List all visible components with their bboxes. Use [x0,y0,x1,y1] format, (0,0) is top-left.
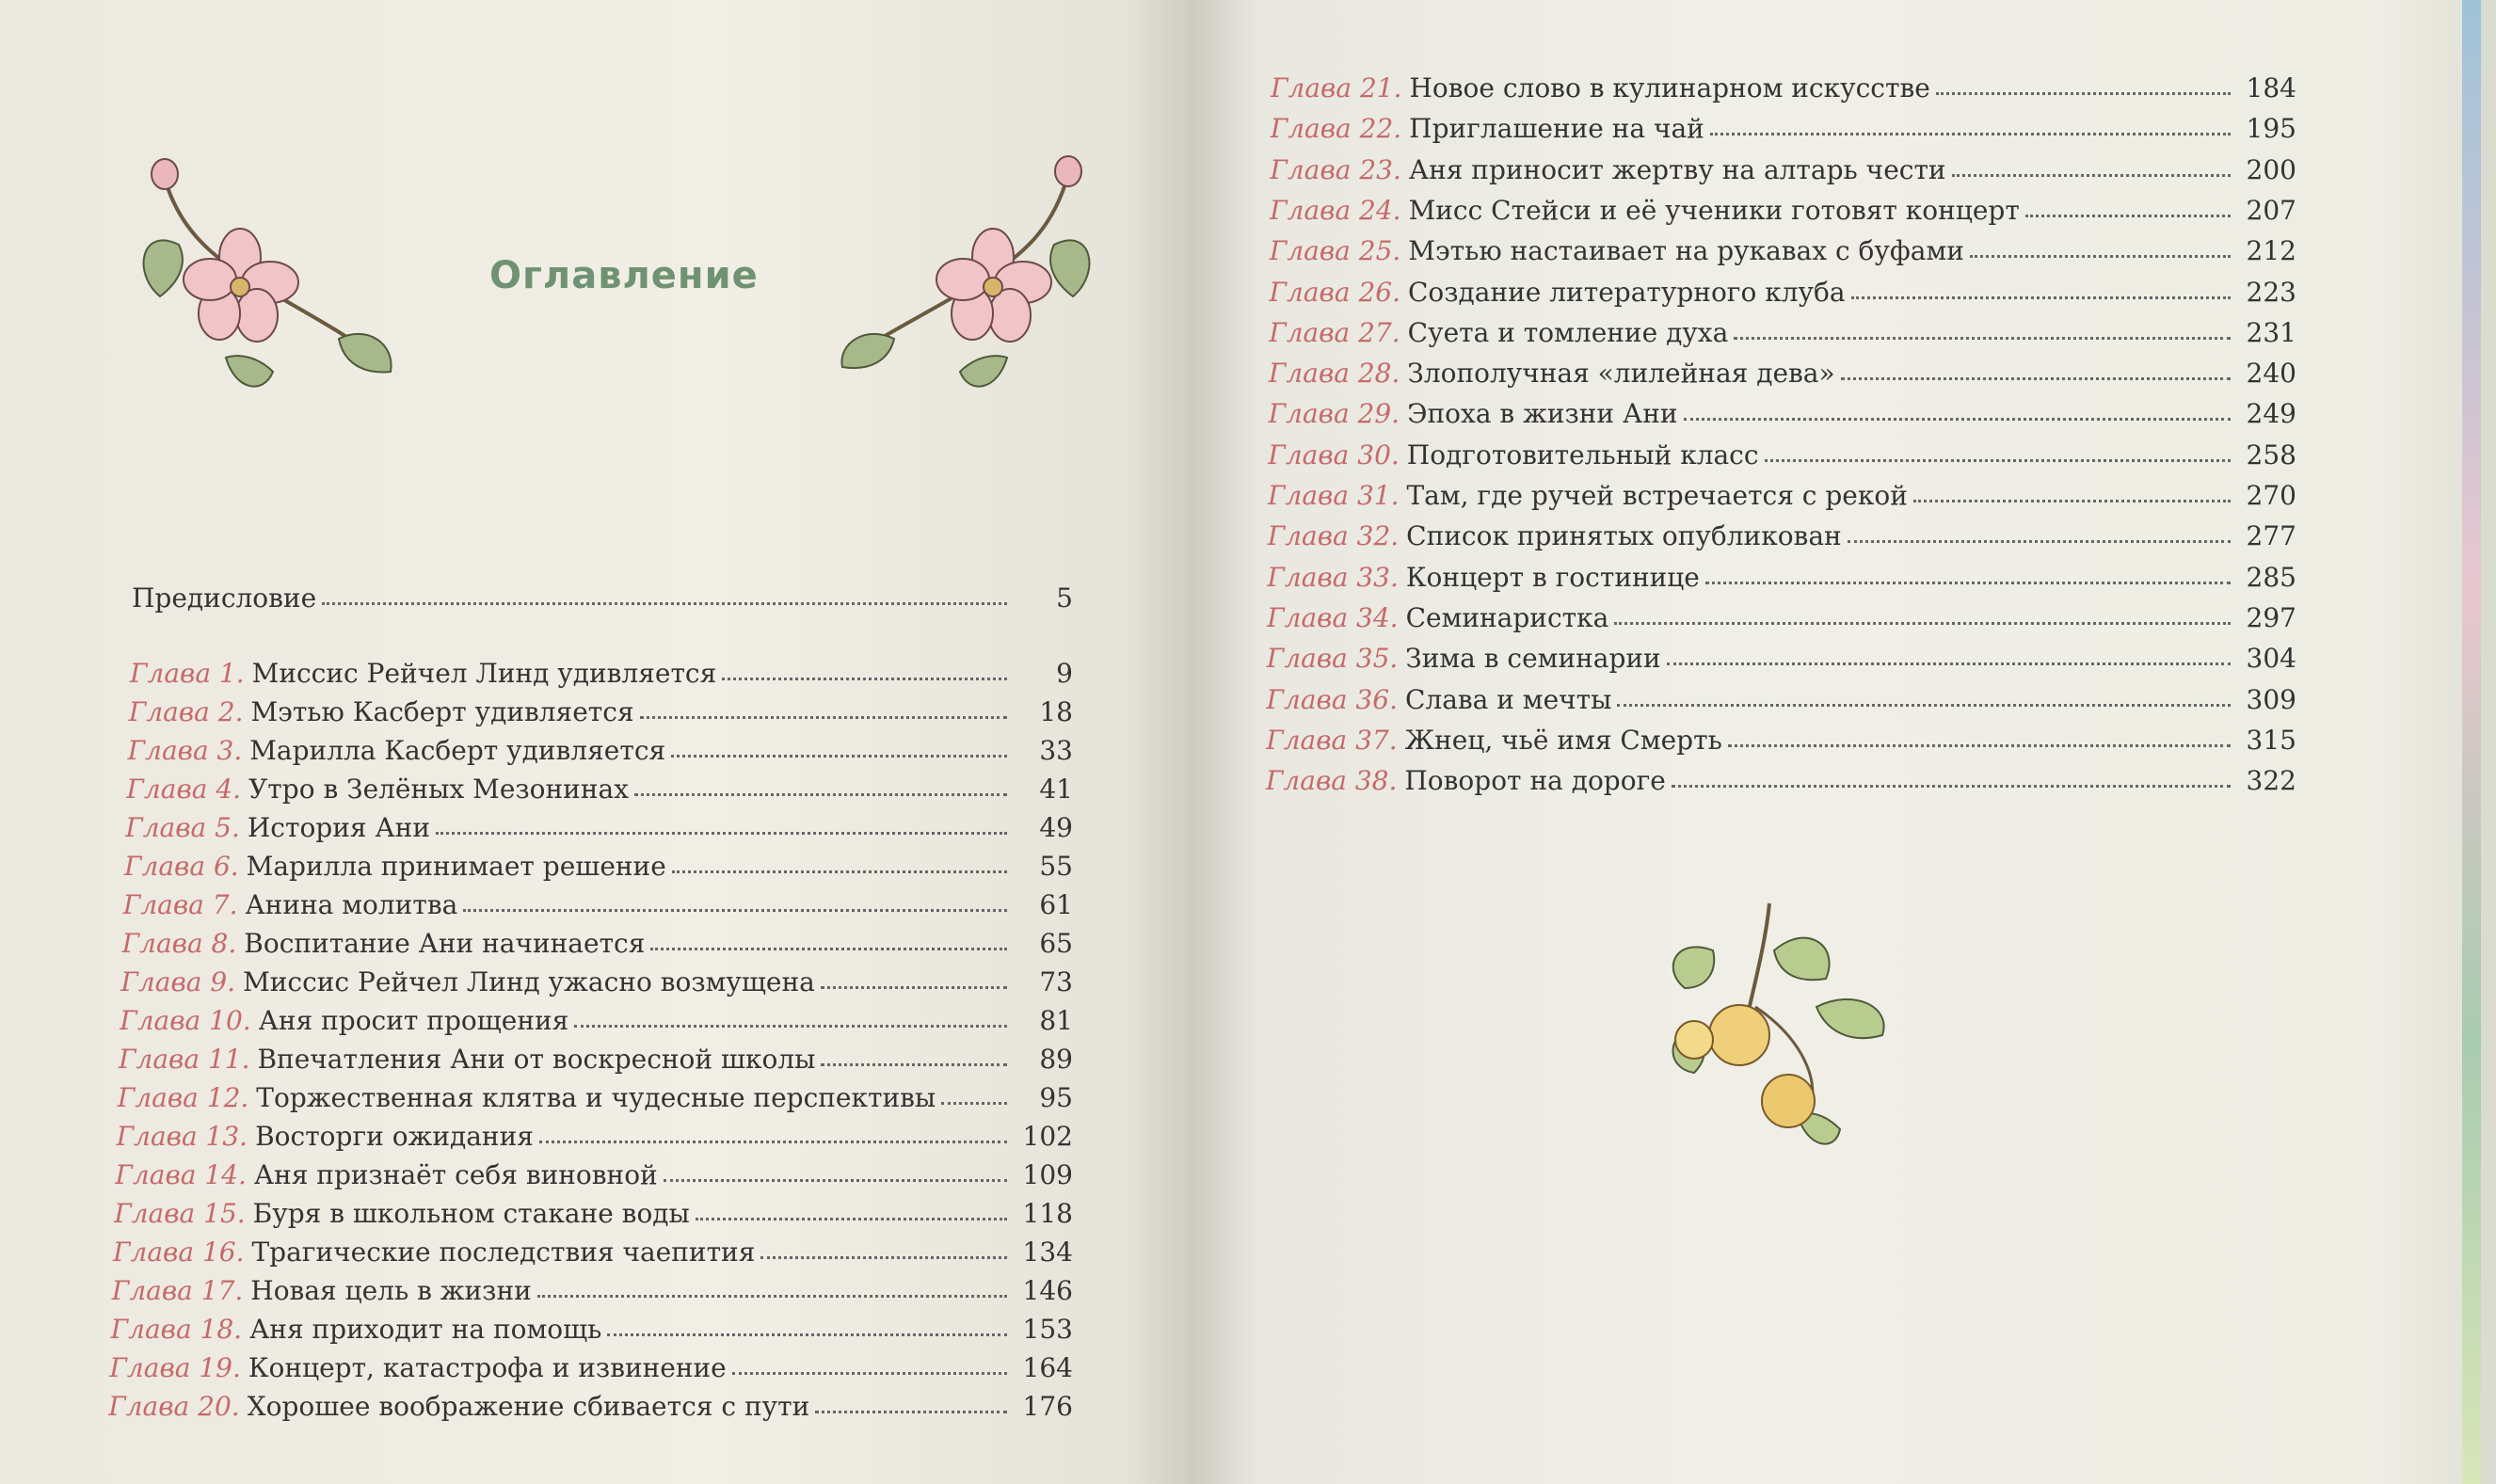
toc-entry-page: 200 [2246,153,2296,185]
toc-entry[interactable] [1267,555,2296,593]
dot-leader [537,1295,1007,1298]
dot-leader [1734,337,2231,340]
toc-entry[interactable] [118,1076,1073,1113]
chapter-label: Глава 15. [114,1198,246,1229]
chapter-label: Глава 26. [1269,276,1400,308]
dot-leader [1913,500,2231,503]
chapter-label: Глава 8. [121,928,237,959]
toc-entry-page: 285 [2246,561,2296,593]
toc-entry-page: 231 [2246,316,2296,348]
toc-entry[interactable] [114,1191,1073,1229]
toc-entry-page: 55 [1039,851,1073,882]
toc-entry-title: Злополучная «лилейная дева» [1407,358,1835,390]
toc-entry-title: Миссис Рейчел Линд удивляется [251,658,717,689]
toc-entry-title: Мисс Стейси и её ученики готовят концерт [1408,194,2020,226]
toc-entry[interactable] [1267,636,2296,674]
toc-entry-page: 118 [1022,1198,1073,1229]
dot-leader [671,755,1007,758]
toc-entry[interactable] [1270,188,2296,226]
dot-leader [1705,582,2231,584]
chapter-label: Глава 3. [127,735,243,766]
toc-entry[interactable] [125,806,1073,843]
toc-entry-page: 73 [1039,966,1073,997]
dot-leader [2025,215,2231,217]
toc-entry[interactable] [128,728,1073,766]
toc-entry[interactable] [1270,148,2296,185]
toc-entry-title: Эпоха в жизни Ани [1407,398,1678,430]
dot-leader [941,1102,1007,1105]
toc-entry-title: Аня признаёт себя виновной [253,1159,658,1190]
toc-entry-title: Мэтью Касберт удивляется [250,696,634,727]
toc-entry[interactable] [1270,229,2296,266]
page-title: Оглавление [489,254,759,297]
chapter-label: Глава 31. [1268,480,1400,511]
chapter-label: Глава 14. [115,1159,247,1190]
dot-leader [1728,744,2231,747]
toc-entry-page: 223 [2246,276,2296,308]
toc-entry[interactable] [130,651,1073,689]
toc-entry-title: Воспитание Ани начинается [244,928,646,959]
dot-leader [815,1411,1007,1413]
toc-entry[interactable] [124,844,1073,882]
chapter-label: Глава 27. [1269,316,1400,348]
chapter-label: Глава 33. [1267,561,1399,593]
toc-entry-title: Трагические последствия чаепития [251,1237,756,1268]
toc-entry[interactable] [1268,433,2296,471]
chapter-label: Глава 32. [1267,520,1400,552]
dot-leader [607,1333,1007,1336]
toc-entry-title: Там, где ручей встречается с рекой [1406,480,1908,511]
toc-entry-preface[interactable] [132,576,1073,614]
toc-entry[interactable] [117,1114,1073,1152]
dot-leader [634,793,1007,796]
toc-entry[interactable] [111,1307,1073,1345]
toc-entry-title: Марилла принимает решение [246,851,666,882]
chapter-label: Глава 10. [120,1005,251,1036]
toc-entry-page: 309 [2246,683,2296,715]
toc-entry[interactable] [1269,351,2296,389]
toc-entry-page: 134 [1022,1237,1073,1268]
toc-entry-title: Восторги ожидания [255,1121,534,1152]
chapter-label: Глава 11. [119,1044,250,1075]
toc-entry-title: Новая цель в жизни [250,1275,532,1306]
toc-entry-title: Марилла Касберт удивляется [249,735,666,766]
dot-leader [1841,377,2231,380]
toc-entry-title: Семинаристка [1405,601,1609,633]
dot-leader [664,1179,1007,1182]
dot-leader [1970,255,2231,258]
chapter-label: Глава 6. [124,851,239,882]
toc-entry-page: 9 [1056,658,1073,689]
chapter-label: Глава 19. [109,1352,241,1383]
toc-entry[interactable] [113,1230,1073,1268]
toc-entry[interactable] [1271,66,2296,104]
dot-leader [1952,174,2231,177]
chapter-label: Глава 17. [111,1275,244,1306]
toc-entry-title: Утро в Зелёных Мезонинах [248,774,629,805]
toc-entry[interactable] [1270,270,2297,308]
chapter-label: Глава 25. [1269,235,1401,267]
toc-entry-title: Буря в школьном стакане воды [252,1198,690,1229]
chapter-label: Глава 1. [130,658,245,689]
dot-leader [1617,704,2231,707]
toc-entry-page: 297 [2246,601,2296,633]
toc-entry-page: 270 [2246,480,2296,511]
chapter-label: Глава 36. [1266,683,1398,715]
dot-leader [1672,785,2231,788]
dot-leader [1936,92,2231,95]
toc-entry-page: 212 [2246,235,2296,267]
toc-entry-title: Торжественная клятва и чудесные перспективы [256,1082,936,1113]
toc-entry[interactable] [1268,473,2296,511]
toc-entry-page: 33 [1039,735,1073,766]
toc-entry-page: 41 [1039,774,1073,805]
toc-entry-title: Анина молитва [245,889,458,920]
toc-entry-page: 240 [2246,358,2296,390]
dot-leader [760,1256,1007,1259]
chapter-label: Глава 12. [117,1082,249,1113]
toc-entry[interactable] [112,1269,1073,1306]
toc-entry-title: Аня приносит жертву на алтарь чести [1408,153,1946,185]
dot-leader [1710,133,2231,136]
dot-leader [1848,540,2231,543]
toc-entry-page: 61 [1039,889,1073,920]
chapter-label: Глава 34. [1267,601,1399,633]
toc-entry-title: Концерт, катастрофа и извинение [248,1352,727,1383]
chapter-label: Глава 5. [125,812,240,843]
toc-entry-page: 195 [2246,113,2296,145]
chapter-label: Глава 9. [120,966,236,997]
chapter-label: Глава 28. [1268,358,1400,390]
toc-entry[interactable] [1266,718,2296,756]
dot-leader [1851,296,2231,299]
chapter-label: Глава 24. [1270,194,1401,226]
toc-entry-page: 65 [1039,928,1073,959]
apple-blossom-right-icon [828,151,1111,395]
toc-entry-title: Приглашение на чай [1409,113,1704,145]
dot-leader [696,1218,1007,1221]
toc-entry-title: История Ани [247,812,430,843]
dot-leader [1614,622,2231,625]
toc-entry-title: Впечатления Ани от воскресной школы [257,1044,816,1075]
toc-entry-title: Жнец, чьё имя Смерть [1404,724,1722,756]
toc-entry-page: 5 [1056,582,1073,614]
dot-leader [1765,459,2231,462]
chapter-label: Глава 38. [1265,765,1398,797]
dot-leader [539,1141,1007,1143]
chapter-label: Глава 23. [1270,153,1401,185]
toc-entry-title: Поворот на дороге [1404,765,1666,797]
toc-entry-page: 81 [1039,1005,1073,1036]
toc-entry[interactable] [1267,596,2296,633]
dot-leader [821,986,1007,989]
chapter-label: Глава 16. [113,1237,245,1268]
toc-entry[interactable] [122,921,1073,959]
chapter-label: Глава 2. [128,696,244,727]
chapter-label: Глава 29. [1268,398,1400,430]
toc-entry[interactable] [119,1037,1073,1075]
dot-leader [1684,418,2231,421]
toc-entry[interactable] [120,998,1073,1036]
toc-entry[interactable] [1269,391,2296,429]
toc-entry-page: 146 [1022,1275,1073,1306]
toc-entry-page: 249 [2246,398,2296,430]
toc-entry[interactable] [120,960,1073,997]
apple-blossom-left-icon [122,151,405,395]
toc-entry-title: Список принятых опубликован [1406,520,1842,552]
toc-entry-page: 184 [2246,72,2296,104]
chapter-label: Глава 13. [116,1121,248,1152]
dot-leader [436,832,1007,835]
toc-entry[interactable] [108,1384,1073,1422]
chapter-label: Глава 18. [110,1314,243,1345]
chapter-label: Глава 37. [1266,724,1398,756]
toc-entry-page: 277 [2246,520,2296,552]
toc-entry-title: Создание литературного клуба [1407,276,1846,308]
dot-leader [672,870,1007,873]
toc-entry-page: 164 [1022,1352,1073,1383]
toc-entry-title: Суета и томление духа [1407,316,1729,348]
toc-entry-title: Подготовительный класс [1406,439,1759,471]
page-edge [2462,0,2481,1484]
apple-branch-icon [1656,894,1901,1167]
chapter-label: Глава 35. [1266,643,1399,675]
toc-entry-title: Мэтью настаивает на рукавах с буфами [1408,235,1964,267]
toc-entry-page: 95 [1039,1082,1073,1113]
toc-entry-title: Аня просит прощения [258,1005,569,1036]
chapter-label: Глава 21. [1271,72,1402,104]
dot-leader [1667,662,2231,665]
toc-entry-title: Слава и мечты [1404,683,1612,715]
toc-entry-page: 109 [1022,1159,1073,1190]
toc-entry[interactable] [1267,678,2297,715]
toc-entry-title: Зима в семинарии [1405,643,1661,675]
dot-leader [732,1372,1007,1375]
toc-entry-page: 102 [1022,1121,1073,1152]
toc-entry-page: 176 [1022,1391,1073,1422]
toc-entry[interactable] [123,883,1073,920]
dot-leader [722,678,1007,680]
toc-entry[interactable] [1266,758,2296,796]
toc-entry-page: 153 [1022,1314,1073,1345]
dot-leader [640,716,1007,719]
dot-leader [650,948,1007,950]
dot-leader [574,1025,1007,1028]
toc-entry-page: 315 [2246,724,2296,756]
toc-entry-title: Концерт в гостинице [1405,561,1700,593]
toc-entry[interactable] [109,1346,1073,1383]
dot-leader [322,602,1007,605]
toc-entry[interactable] [126,767,1073,805]
toc-entry-page: 89 [1039,1044,1073,1075]
toc-entry[interactable] [1269,311,2296,348]
toc-entry-page: 18 [1039,696,1073,727]
toc-entry[interactable] [1268,514,2296,551]
toc-entry[interactable] [1271,106,2296,144]
chapter-label: Глава 30. [1268,439,1400,471]
chapter-label: Глава 20. [108,1391,240,1422]
dot-leader [821,1063,1007,1066]
toc-entry-page: 49 [1039,812,1073,843]
toc-entry-page: 304 [2246,643,2296,675]
toc-entry-title: Предисловие [132,582,317,614]
chapter-label: Глава 7. [122,889,238,920]
toc-entry-page: 207 [2246,194,2296,226]
toc-entry-title: Новое слово в кулинарном искусстве [1409,72,1930,104]
chapter-label: Глава 4. [126,774,242,805]
toc-entry-page: 258 [2246,439,2296,471]
toc-entry-page: 322 [2246,765,2296,797]
toc-entry-title: Аня приходит на помощь [249,1314,602,1345]
chapter-label: Глава 22. [1270,113,1402,145]
toc-entry[interactable] [115,1153,1073,1190]
dot-leader [463,909,1007,912]
toc-entry[interactable] [129,690,1073,727]
toc-entry-title: Хорошее воображение сбивается с пути [247,1391,810,1422]
toc-entry-title: Миссис Рейчел Линд ужасно возмущена [243,966,815,997]
